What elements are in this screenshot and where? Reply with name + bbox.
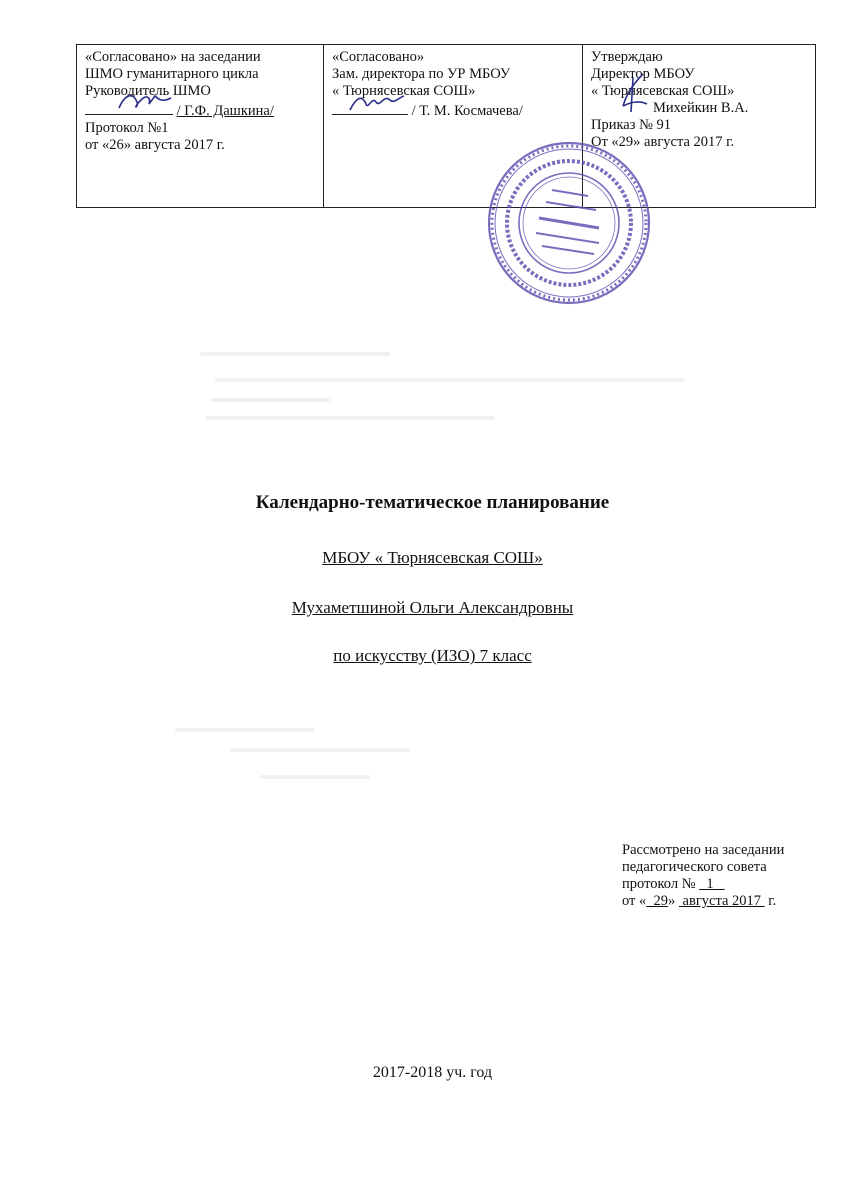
school-name: МБОУ « Тюрнясевская СОШ»: [322, 548, 543, 567]
approval-line: « Тюрнясевская СОШ»: [332, 83, 476, 99]
review-block: [622, 842, 784, 910]
approval-line: от «26» августа 2017 г.: [85, 137, 225, 153]
approval-line: Директор МБОУ: [591, 66, 695, 82]
document-title: Календарно-тематическое планирование: [255, 492, 610, 513]
teacher-name: Мухаметшиной Ольги Александровны: [291, 598, 574, 617]
review-month: августа 2017: [682, 893, 762, 909]
approval-line: «Согласовано» на заседании: [85, 49, 261, 65]
approvals-table: [76, 44, 816, 208]
review-day: 29: [653, 893, 669, 909]
bleed-through-mark: [175, 728, 315, 732]
signature-line: [332, 100, 408, 115]
approval-line: ШМО гуманитарного цикла: [85, 66, 259, 82]
handwritten-signature-icon: [346, 90, 406, 114]
subject-line: по искусству (ИЗО) 7 класс: [333, 646, 532, 665]
bleed-through-mark: [230, 748, 410, 752]
approval-line: « Тюрнясевская СОШ»: [591, 83, 735, 99]
approval-line: Протокол №1: [85, 120, 169, 136]
approval-line: Руководитель ШМО: [85, 83, 211, 99]
bleed-through-mark: [200, 352, 390, 356]
review-line: педагогического совета: [622, 859, 767, 875]
signature-row: [85, 100, 317, 120]
review-line: Рассмотрено на заседании: [622, 842, 785, 858]
approval-line: Приказ № 91: [591, 117, 672, 133]
signer-name: / Т. М. Космачева/: [411, 103, 523, 119]
review-protocol: протокол № 1: [622, 876, 784, 893]
signature-row: [591, 100, 809, 117]
handwritten-signature-icon: [111, 90, 181, 114]
approval-line: Утверждаю: [591, 49, 663, 65]
signature-line: [85, 100, 173, 115]
academic-year: 2017-2018 уч. год: [372, 1064, 493, 1081]
bleed-through-mark: [215, 378, 685, 382]
approval-line: «Согласовано»: [332, 49, 425, 65]
signer-name: Михейкин В.А.: [653, 100, 749, 116]
official-stamp-icon: [484, 138, 654, 308]
bleed-through-mark: [205, 416, 495, 420]
handwritten-signature-icon: [613, 72, 653, 116]
signer-name: / Г.Ф. Дашкина/: [176, 103, 274, 119]
approval-line: От «29» августа 2017 г.: [591, 134, 735, 150]
bleed-through-mark: [210, 398, 330, 402]
approval-line: Зам. директора по УР МБОУ: [332, 66, 511, 82]
signature-row: [332, 100, 576, 120]
review-date: от « 29» августа 2017 г.: [622, 893, 777, 909]
approval-cell-shmo: [77, 45, 324, 208]
protocol-number: 1: [706, 876, 714, 892]
bleed-through-mark: [260, 775, 370, 779]
